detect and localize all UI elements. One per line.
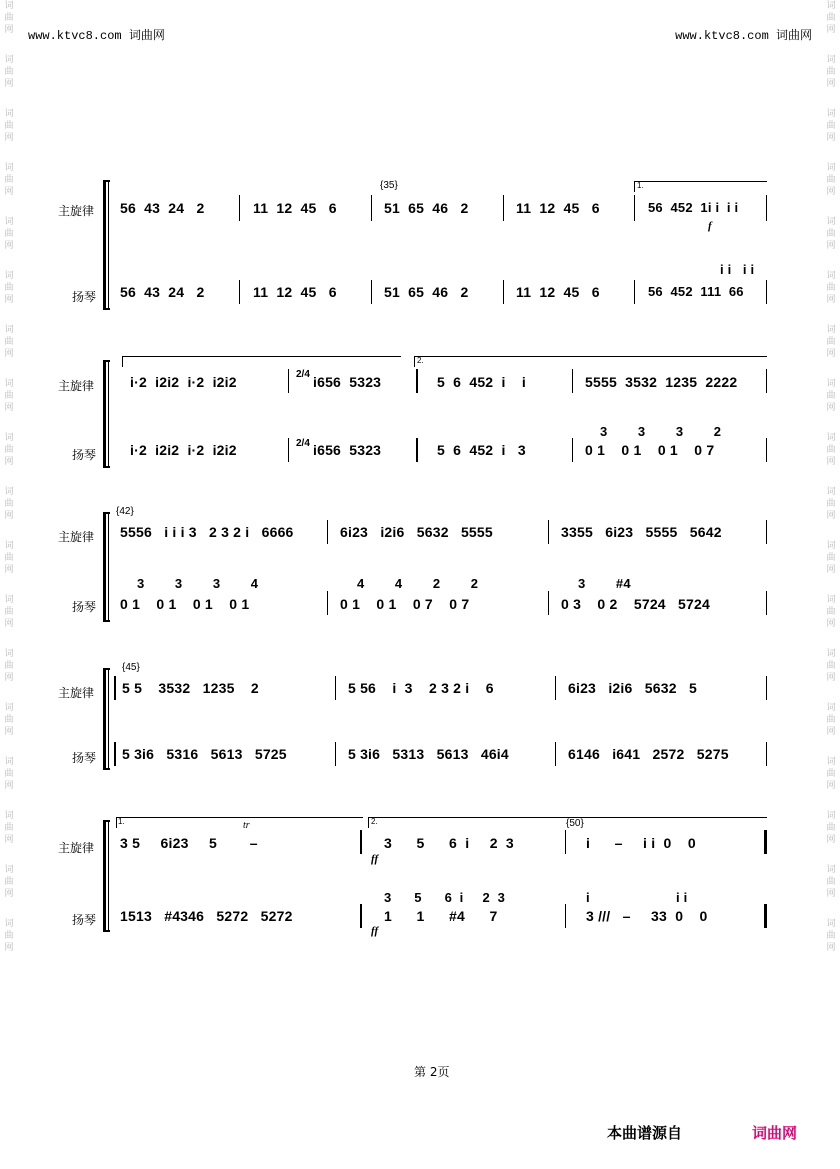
barline: [327, 520, 328, 544]
watermark-char: 词: [4, 217, 14, 227]
measure: 3 5 6i23 5 –: [120, 835, 258, 851]
watermark-gap: [2, 36, 16, 54]
watermark-gap: [824, 252, 838, 270]
barline: [634, 280, 635, 304]
measure: 56 452 111 66: [648, 284, 744, 299]
watermark-char: 网: [826, 673, 836, 683]
measure: 3 5 6 i 2 3: [384, 835, 514, 851]
barline: [766, 369, 767, 393]
side-watermark-left: [2, 0, 16, 972]
watermark-gap: [2, 468, 16, 486]
watermark-char: 曲: [826, 175, 836, 185]
system-line: [108, 180, 109, 310]
staff-name-melody: 主旋律: [58, 379, 95, 393]
watermark-char: 词: [826, 271, 836, 281]
watermark-char: 词: [4, 865, 14, 875]
watermark-gap: [824, 630, 838, 648]
upper-notes: 4 4 2 2: [357, 576, 479, 591]
barline: [239, 195, 240, 221]
watermark-char: 曲: [826, 931, 836, 941]
watermark-gap: [824, 306, 838, 324]
watermark-char: 词: [826, 487, 836, 497]
upper-notes: i i i i: [720, 262, 755, 277]
watermark-gap: [2, 576, 16, 594]
dynamic-marking: ff: [371, 925, 379, 937]
watermark-char: 网: [4, 25, 14, 35]
watermark-char: 网: [826, 25, 836, 35]
watermark-char: 曲: [4, 67, 14, 77]
watermark-gap: [824, 792, 838, 810]
watermark-char: 词: [826, 811, 836, 821]
dynamic-marking: ff: [371, 853, 379, 865]
watermark-char: 网: [4, 943, 14, 953]
watermark-char: 网: [826, 511, 836, 521]
watermark-char: 网: [826, 619, 836, 629]
site-url: www.ktvc8.com: [675, 29, 769, 43]
barline: [766, 676, 767, 700]
watermark-char: 曲: [826, 391, 836, 401]
upper-notes: 3 3 3 4: [137, 576, 259, 591]
watermark-char: 网: [826, 943, 836, 953]
measure: 1513 #4346 5272 5272: [120, 908, 293, 924]
watermark-char: 词: [4, 595, 14, 605]
barline: [634, 195, 635, 221]
volta-label: 2.: [417, 356, 424, 365]
volta-bracket: [116, 817, 363, 828]
staff-name-melody: 主旋律: [58, 530, 95, 544]
watermark-char: 词: [826, 55, 836, 65]
rehearsal-mark: {35}: [380, 180, 398, 191]
watermark-char: 网: [826, 781, 836, 791]
measure: 5 5 3532 1235 2: [122, 680, 259, 696]
watermark-char: 词: [4, 487, 14, 497]
watermark-gap: [2, 144, 16, 162]
watermark-gap: [824, 522, 838, 540]
watermark-char: 词: [4, 811, 14, 821]
staff-name-yangqin: 扬琴: [72, 290, 97, 304]
watermark-char: 曲: [826, 445, 836, 455]
volta-label: 2.: [371, 817, 378, 826]
watermark-char: 曲: [4, 337, 14, 347]
volta-bracket: [414, 356, 767, 367]
watermark-char: 网: [4, 187, 14, 197]
measure: 0 1 0 1 0 1 0 1: [120, 596, 250, 612]
watermark-char: 曲: [826, 553, 836, 563]
repeat-barline: [360, 830, 362, 854]
watermark-gap: [2, 198, 16, 216]
watermark-char: 曲: [4, 553, 14, 563]
repeat-barline: [114, 676, 116, 700]
upper-notes: i: [586, 890, 590, 905]
watermark-gap: [824, 900, 838, 918]
time-signature: 2/4: [296, 438, 310, 449]
rehearsal-mark: {42}: [116, 506, 134, 517]
watermark-char: 网: [4, 241, 14, 251]
watermark-char: 词: [826, 325, 836, 335]
final-barline: [764, 830, 767, 854]
watermark-gap: [2, 90, 16, 108]
staff-name-melody: 主旋律: [58, 204, 95, 218]
measure: i·2 i2i2 i·2 i2i2: [130, 442, 237, 458]
watermark-char: 网: [826, 241, 836, 251]
watermark-char: 曲: [826, 715, 836, 725]
measure: 0 3 0 2 5724 5724: [561, 596, 710, 612]
measure: i·2 i2i2 i·2 i2i2: [130, 374, 237, 390]
barline: [565, 904, 566, 928]
watermark-char: 曲: [826, 121, 836, 131]
measure: 0 1 0 1 0 1 0 7: [585, 442, 715, 458]
header-left-site: [28, 26, 165, 43]
header-right-site: [675, 26, 812, 43]
barline: [766, 438, 767, 462]
watermark-char: 网: [4, 295, 14, 305]
watermark-char: 网: [4, 79, 14, 89]
site-name: 词曲网: [128, 29, 165, 43]
watermark-gap: [2, 738, 16, 756]
volta-bracket: [122, 356, 401, 367]
watermark-char: 词: [826, 109, 836, 119]
site-url: www.ktvc8.com: [28, 29, 122, 43]
watermark-char: 曲: [826, 823, 836, 833]
watermark-char: 词: [826, 541, 836, 551]
watermark-char: 曲: [4, 877, 14, 887]
watermark-char: 网: [4, 889, 14, 899]
barline: [555, 676, 556, 700]
watermark-char: 词: [826, 919, 836, 929]
measure: 56 43 24 2: [120, 200, 205, 216]
system-bracket: [103, 180, 106, 310]
watermark-char: 曲: [826, 13, 836, 23]
measure: 56 452 1i i i i: [648, 200, 739, 215]
watermark-gap: [824, 198, 838, 216]
final-barline: [764, 904, 767, 928]
measure: 11 12 45 6: [253, 284, 337, 300]
measure: 11 12 45 6: [253, 200, 337, 216]
watermark-gap: [824, 576, 838, 594]
watermark-char: 曲: [4, 121, 14, 131]
watermark-char: 曲: [826, 283, 836, 293]
watermark-char: 曲: [826, 607, 836, 617]
staff-name-yangqin: 扬琴: [72, 448, 97, 462]
measure: 5555 3532 1235 2222: [585, 374, 738, 390]
watermark-char: 曲: [826, 499, 836, 509]
watermark-gap: [824, 684, 838, 702]
barline: [288, 369, 289, 393]
watermark-char: 曲: [4, 499, 14, 509]
measure: 5 3i6 5316 5613 5725: [122, 746, 287, 762]
watermark-gap: [2, 360, 16, 378]
measure: 5 6 452 i 3: [437, 442, 526, 458]
watermark-gap: [2, 522, 16, 540]
watermark-char: 曲: [4, 283, 14, 293]
watermark-char: 词: [4, 1, 14, 11]
side-watermark-right: [824, 0, 838, 972]
measure: 6i23 i2i6 5632 5: [568, 680, 697, 696]
barline: [239, 280, 240, 304]
system-line: [108, 360, 109, 468]
watermark-char: 曲: [4, 445, 14, 455]
watermark-char: 曲: [826, 769, 836, 779]
staff-name-yangqin: 扬琴: [72, 751, 97, 765]
barline: [766, 520, 767, 544]
watermark-char: 网: [826, 187, 836, 197]
measure: 51 65 46 2: [384, 284, 469, 300]
watermark-gap: [2, 252, 16, 270]
measure: 6146 i641 2572 5275: [568, 746, 729, 762]
watermark-gap: [824, 738, 838, 756]
watermark-gap: [2, 684, 16, 702]
volta-bracket: [634, 181, 767, 192]
barline: [503, 195, 504, 221]
system-line: [108, 820, 109, 932]
time-signature: 2/4: [296, 369, 310, 380]
barline: [572, 369, 573, 393]
watermark-gap: [2, 846, 16, 864]
dynamic-marking: f: [708, 220, 712, 232]
watermark-char: 网: [4, 673, 14, 683]
watermark-char: 曲: [4, 823, 14, 833]
barline: [335, 676, 336, 700]
watermark-char: 网: [826, 403, 836, 413]
repeat-barline: [416, 438, 418, 462]
measure: 1 1 #4 7: [384, 908, 498, 924]
watermark-char: 词: [4, 379, 14, 389]
volta-label: 1.: [118, 817, 125, 826]
watermark-char: 曲: [826, 337, 836, 347]
watermark-char: 词: [4, 433, 14, 443]
rehearsal-mark: {45}: [122, 662, 140, 673]
watermark-char: 词: [826, 703, 836, 713]
watermark-char: 曲: [4, 607, 14, 617]
watermark-char: 网: [826, 457, 836, 467]
watermark-gap: [2, 792, 16, 810]
watermark-char: 网: [4, 727, 14, 737]
watermark-char: 曲: [826, 661, 836, 671]
watermark-char: 网: [826, 727, 836, 737]
staff-name-yangqin: 扬琴: [72, 600, 97, 614]
watermark-char: 词: [4, 325, 14, 335]
watermark-char: 词: [4, 757, 14, 767]
measure: 0 1 0 1 0 7 0 7: [340, 596, 470, 612]
watermark-gap: [824, 468, 838, 486]
barline: [766, 195, 767, 221]
watermark-char: 词: [4, 919, 14, 929]
watermark-char: 网: [4, 619, 14, 629]
measure: 11 12 45 6: [516, 284, 600, 300]
watermark-char: 词: [4, 163, 14, 173]
watermark-char: 网: [4, 133, 14, 143]
watermark-char: 曲: [4, 229, 14, 239]
system-bracket: [103, 360, 106, 468]
upper-notes: 3 #4: [578, 576, 631, 591]
watermark-gap: [2, 900, 16, 918]
repeat-barline: [360, 904, 362, 928]
staff-name-yangqin: 扬琴: [72, 913, 97, 927]
watermark-char: 词: [826, 649, 836, 659]
watermark-char: 词: [826, 865, 836, 875]
barline: [766, 280, 767, 304]
watermark-char: 词: [4, 649, 14, 659]
staff-name-melody: 主旋律: [58, 686, 95, 700]
measure: 51 65 46 2: [384, 200, 469, 216]
source-brand-link[interactable]: 词曲网: [752, 1124, 798, 1142]
barline: [548, 591, 549, 615]
volta-label: 1.: [637, 181, 644, 190]
watermark-char: 网: [4, 781, 14, 791]
barline: [548, 520, 549, 544]
watermark-gap: [824, 954, 838, 972]
trill-marking: tr: [243, 820, 250, 831]
watermark-char: 曲: [826, 229, 836, 239]
watermark-char: 网: [826, 79, 836, 89]
measure: 3 /// – 33 0 0: [586, 908, 708, 924]
barline: [766, 591, 767, 615]
watermark-char: 网: [826, 133, 836, 143]
watermark-char: 词: [4, 703, 14, 713]
measure: 5556 i i i 3 2 3 2 i 6666: [120, 524, 294, 540]
watermark-char: 词: [826, 1, 836, 11]
measure: i656 5323: [313, 374, 382, 390]
system-bracket: [103, 512, 106, 622]
rehearsal-mark: {50}: [566, 818, 584, 829]
watermark-gap: [824, 90, 838, 108]
page-number: 第 2页: [414, 1065, 450, 1079]
source-label: 本曲谱源自: [607, 1124, 683, 1142]
watermark-char: 词: [826, 595, 836, 605]
watermark-char: 曲: [826, 67, 836, 77]
watermark-char: 词: [826, 217, 836, 227]
barline: [327, 591, 328, 615]
watermark-char: 网: [826, 835, 836, 845]
barline: [335, 742, 336, 766]
watermark-char: 词: [826, 379, 836, 389]
watermark-char: 曲: [826, 877, 836, 887]
watermark-gap: [2, 306, 16, 324]
watermark-char: 曲: [4, 931, 14, 941]
watermark-char: 曲: [4, 13, 14, 23]
watermark-char: 网: [4, 511, 14, 521]
watermark-gap: [2, 630, 16, 648]
measure: 56 43 24 2: [120, 284, 205, 300]
measure: i – i i 0 0: [586, 835, 696, 851]
watermark-char: 网: [826, 295, 836, 305]
watermark-char: 词: [4, 109, 14, 119]
measure: 5 3i6 5313 5613 46i4: [348, 746, 509, 762]
watermark-char: 曲: [4, 661, 14, 671]
staff-name-melody: 主旋律: [58, 841, 95, 855]
barline: [565, 830, 566, 854]
barline: [371, 195, 372, 221]
watermark-char: 网: [4, 403, 14, 413]
watermark-char: 词: [826, 433, 836, 443]
watermark-gap: [824, 414, 838, 432]
watermark-gap: [2, 414, 16, 432]
measure: i656 5323: [313, 442, 382, 458]
watermark-char: 词: [826, 757, 836, 767]
system-bracket: [103, 820, 106, 932]
watermark-gap: [824, 144, 838, 162]
barline: [288, 438, 289, 462]
watermark-char: 词: [826, 163, 836, 173]
repeat-barline: [416, 369, 418, 393]
upper-notes: i i: [676, 890, 688, 905]
measure: 6i23 i2i6 5632 5555: [340, 524, 493, 540]
watermark-char: 网: [4, 565, 14, 575]
watermark-char: 曲: [4, 391, 14, 401]
watermark-char: 词: [4, 271, 14, 281]
repeat-barline: [114, 742, 116, 766]
watermark-char: 网: [826, 889, 836, 899]
site-name: 词曲网: [775, 29, 812, 43]
watermark-gap: [2, 954, 16, 972]
watermark-char: 词: [4, 55, 14, 65]
watermark-char: 曲: [4, 769, 14, 779]
watermark-char: 网: [826, 565, 836, 575]
watermark-char: 曲: [4, 175, 14, 185]
watermark-gap: [824, 846, 838, 864]
measure: 11 12 45 6: [516, 200, 600, 216]
watermark-char: 词: [4, 541, 14, 551]
measure: 5 56 i 3 2 3 2 i 6: [348, 680, 494, 696]
measure: 3355 6i23 5555 5642: [561, 524, 722, 540]
watermark-char: 网: [4, 349, 14, 359]
upper-notes: 3 3 3 2: [600, 424, 722, 439]
watermark-char: 网: [4, 835, 14, 845]
watermark-gap: [824, 360, 838, 378]
system-line: [108, 512, 109, 622]
measure: 5 6 452 i i: [437, 374, 527, 390]
upper-notes: 3 5 6 i 2 3: [384, 890, 506, 905]
barline: [371, 280, 372, 304]
barline: [572, 438, 573, 462]
system-line: [108, 668, 109, 770]
barline: [766, 742, 767, 766]
watermark-char: 网: [4, 457, 14, 467]
system-bracket: [103, 668, 106, 770]
barline: [503, 280, 504, 304]
watermark-char: 网: [826, 349, 836, 359]
barline: [555, 742, 556, 766]
watermark-gap: [824, 36, 838, 54]
watermark-char: 曲: [4, 715, 14, 725]
